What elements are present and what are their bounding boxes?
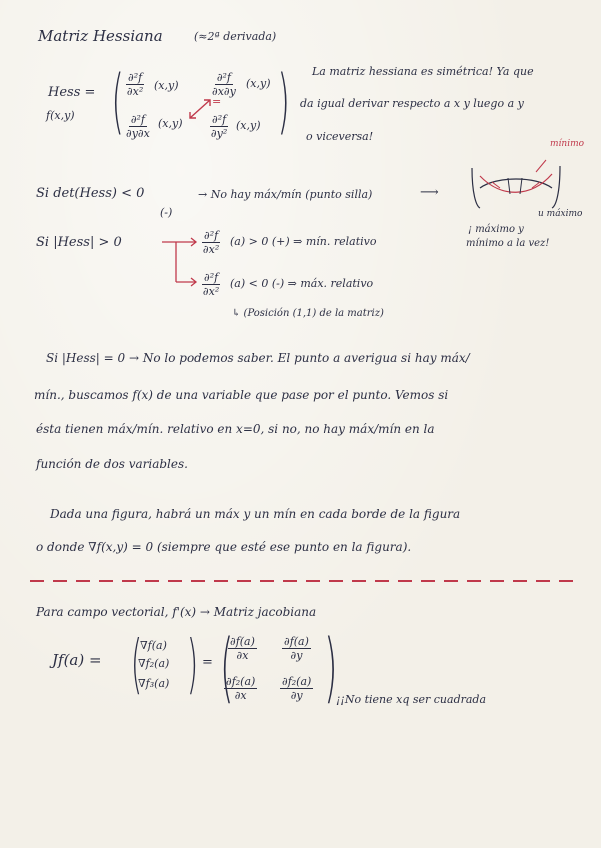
jacobian-vec-right-paren: )	[186, 628, 199, 702]
symmetry-eq-mark: =	[212, 95, 222, 108]
divider-dash	[513, 580, 527, 582]
divider-dash	[53, 580, 67, 582]
jacobian-label: Jf(a) =	[52, 651, 102, 669]
divider-dash	[398, 580, 412, 582]
jacobian-v3: ∇f₃(a)	[138, 677, 170, 690]
det-rule-arrow: ⟶	[420, 185, 439, 200]
divider-dash	[467, 580, 481, 582]
jacobian-mat-right-paren: )	[324, 622, 338, 711]
hess-e22: $\frac{\text{∂²f}}{\text{∂y²}}$	[210, 113, 228, 140]
jacobian-m11: $\frac{\partial f(a)}{\partial x}$	[230, 635, 255, 662]
title-note: (≈2ª derivada)	[194, 30, 277, 43]
divider-dash	[283, 580, 297, 582]
jacobian-eq: =	[202, 655, 213, 670]
divider-dash	[76, 580, 90, 582]
hess-e11-arg: (x,y)	[154, 79, 179, 92]
divider-dash	[30, 580, 44, 582]
jacobian-mat-left-paren: (	[220, 622, 234, 711]
det-rule-text: Si det(Hess) < 0	[36, 186, 145, 201]
divider-dash	[375, 580, 389, 582]
hess-e21-arg: (x,y)	[158, 117, 183, 130]
divider-dash	[329, 580, 343, 582]
jacobian-v2: ∇f₂(a)	[138, 657, 170, 670]
hess-e11: $\frac{\text{∂²f}}{\text{∂x²}}$	[126, 71, 144, 98]
hess-right-paren: )	[277, 60, 290, 142]
divider-dash	[421, 580, 435, 582]
position-note: ↳ (Posición (1,1) de la matriz)	[232, 308, 384, 319]
zero-rule-line3: ésta tienen máx/mín. relativo en x=0, si no, no hay máx/mín en la	[36, 422, 435, 436]
zero-rule-line4: función de dos variables.	[36, 457, 188, 471]
divider-dash	[260, 580, 274, 582]
saddle-note-line2: mínimo a la vez!	[466, 238, 550, 249]
section-divider	[30, 580, 580, 582]
divider-dash	[536, 580, 550, 582]
jacobian-vec-left-paren: (	[130, 628, 143, 702]
divider-dash	[168, 580, 182, 582]
divider-dash	[145, 580, 159, 582]
branch2-rest: (a) < 0 (-) ⇒ máx. relativo	[230, 277, 374, 290]
saddle-sketch	[466, 148, 566, 218]
jacobian-m21: $\frac{\text{∂f₂(a)}}{\partial x}$	[226, 675, 256, 702]
symmetric-note-line1: La matriz hessiana es simétrica! Ya que	[312, 65, 534, 78]
divider-dash	[122, 580, 136, 582]
hess-e12-arg: (x,y)	[246, 77, 271, 90]
det-rule-result: → No hay máx/mín (punto silla)	[198, 188, 373, 201]
hess-e12: $\frac{\text{∂²f}}{\partial x\partial y}$	[212, 71, 236, 98]
zero-rule-line1: Si |Hess| = 0 → No lo podemos saber. El punto a averigua si hay máx/	[46, 351, 470, 365]
branch1-rest: (a) > 0 (+) ⇒ mín. relativo	[230, 235, 377, 248]
jacobian-m22: $\frac{\text{∂f₂(a)}}{\partial y}$	[282, 675, 312, 702]
saddle-note-line1: ¡ máximo y	[468, 224, 524, 235]
branch1-frac: $\frac{\text{∂²f}}{\text{∂x²}}$	[202, 229, 220, 256]
jacobian-m12: $\frac{\partial f(a)}{\partial y}$	[284, 635, 309, 662]
divider-dash	[214, 580, 228, 582]
hess-left-paren: (	[111, 60, 124, 142]
branch2-frac: $\frac{\text{∂²f}}{\text{∂x²}}$	[202, 271, 220, 298]
jacobian-heading: Para campo vectorial, f'(x) → Matriz jacobiana	[36, 605, 317, 619]
symmetric-note-line2: da igual derivar respecto a x y luego a y	[300, 97, 524, 110]
divider-dash	[237, 580, 251, 582]
hess-label-sub: f(x,y)	[46, 109, 75, 122]
divider-dash	[444, 580, 458, 582]
figure-rule-line1: Dada una figura, habrá un máx y un mín en cada borde de la figura	[50, 507, 461, 521]
symmetric-note-line3: o viceversa!	[306, 130, 374, 143]
positive-rule-text: Si |Hess| > 0	[36, 235, 122, 250]
divider-dash	[352, 580, 366, 582]
divider-dash	[490, 580, 504, 582]
det-rule-minus: (-)	[160, 206, 173, 219]
saddle-minimo-label: mínimo	[550, 139, 585, 149]
figure-rule-line2: o donde ∇f(x,y) = 0 (siempre que esté ese punto en la figura).	[36, 540, 412, 554]
hess-e22-arg: (x,y)	[236, 119, 261, 132]
jacobian-v1: ∇f(a)	[140, 639, 167, 652]
divider-dash	[99, 580, 113, 582]
divider-dash	[306, 580, 320, 582]
hess-label: Hess =	[48, 85, 96, 100]
hess-e21: $\frac{\text{∂²f}}{\partial y\partial x}$	[126, 113, 150, 140]
zero-rule-line2: mín., buscamos f(x) de una variable que pase por el punto. Vemos si	[34, 388, 449, 402]
saddle-maximo-label: u máximo	[538, 209, 583, 219]
divider-dash	[559, 580, 573, 582]
jacobian-note: ¡¡No tiene xq ser cuadrada	[336, 693, 487, 706]
page-title: Matriz Hessiana	[38, 27, 163, 45]
divider-dash	[191, 580, 205, 582]
